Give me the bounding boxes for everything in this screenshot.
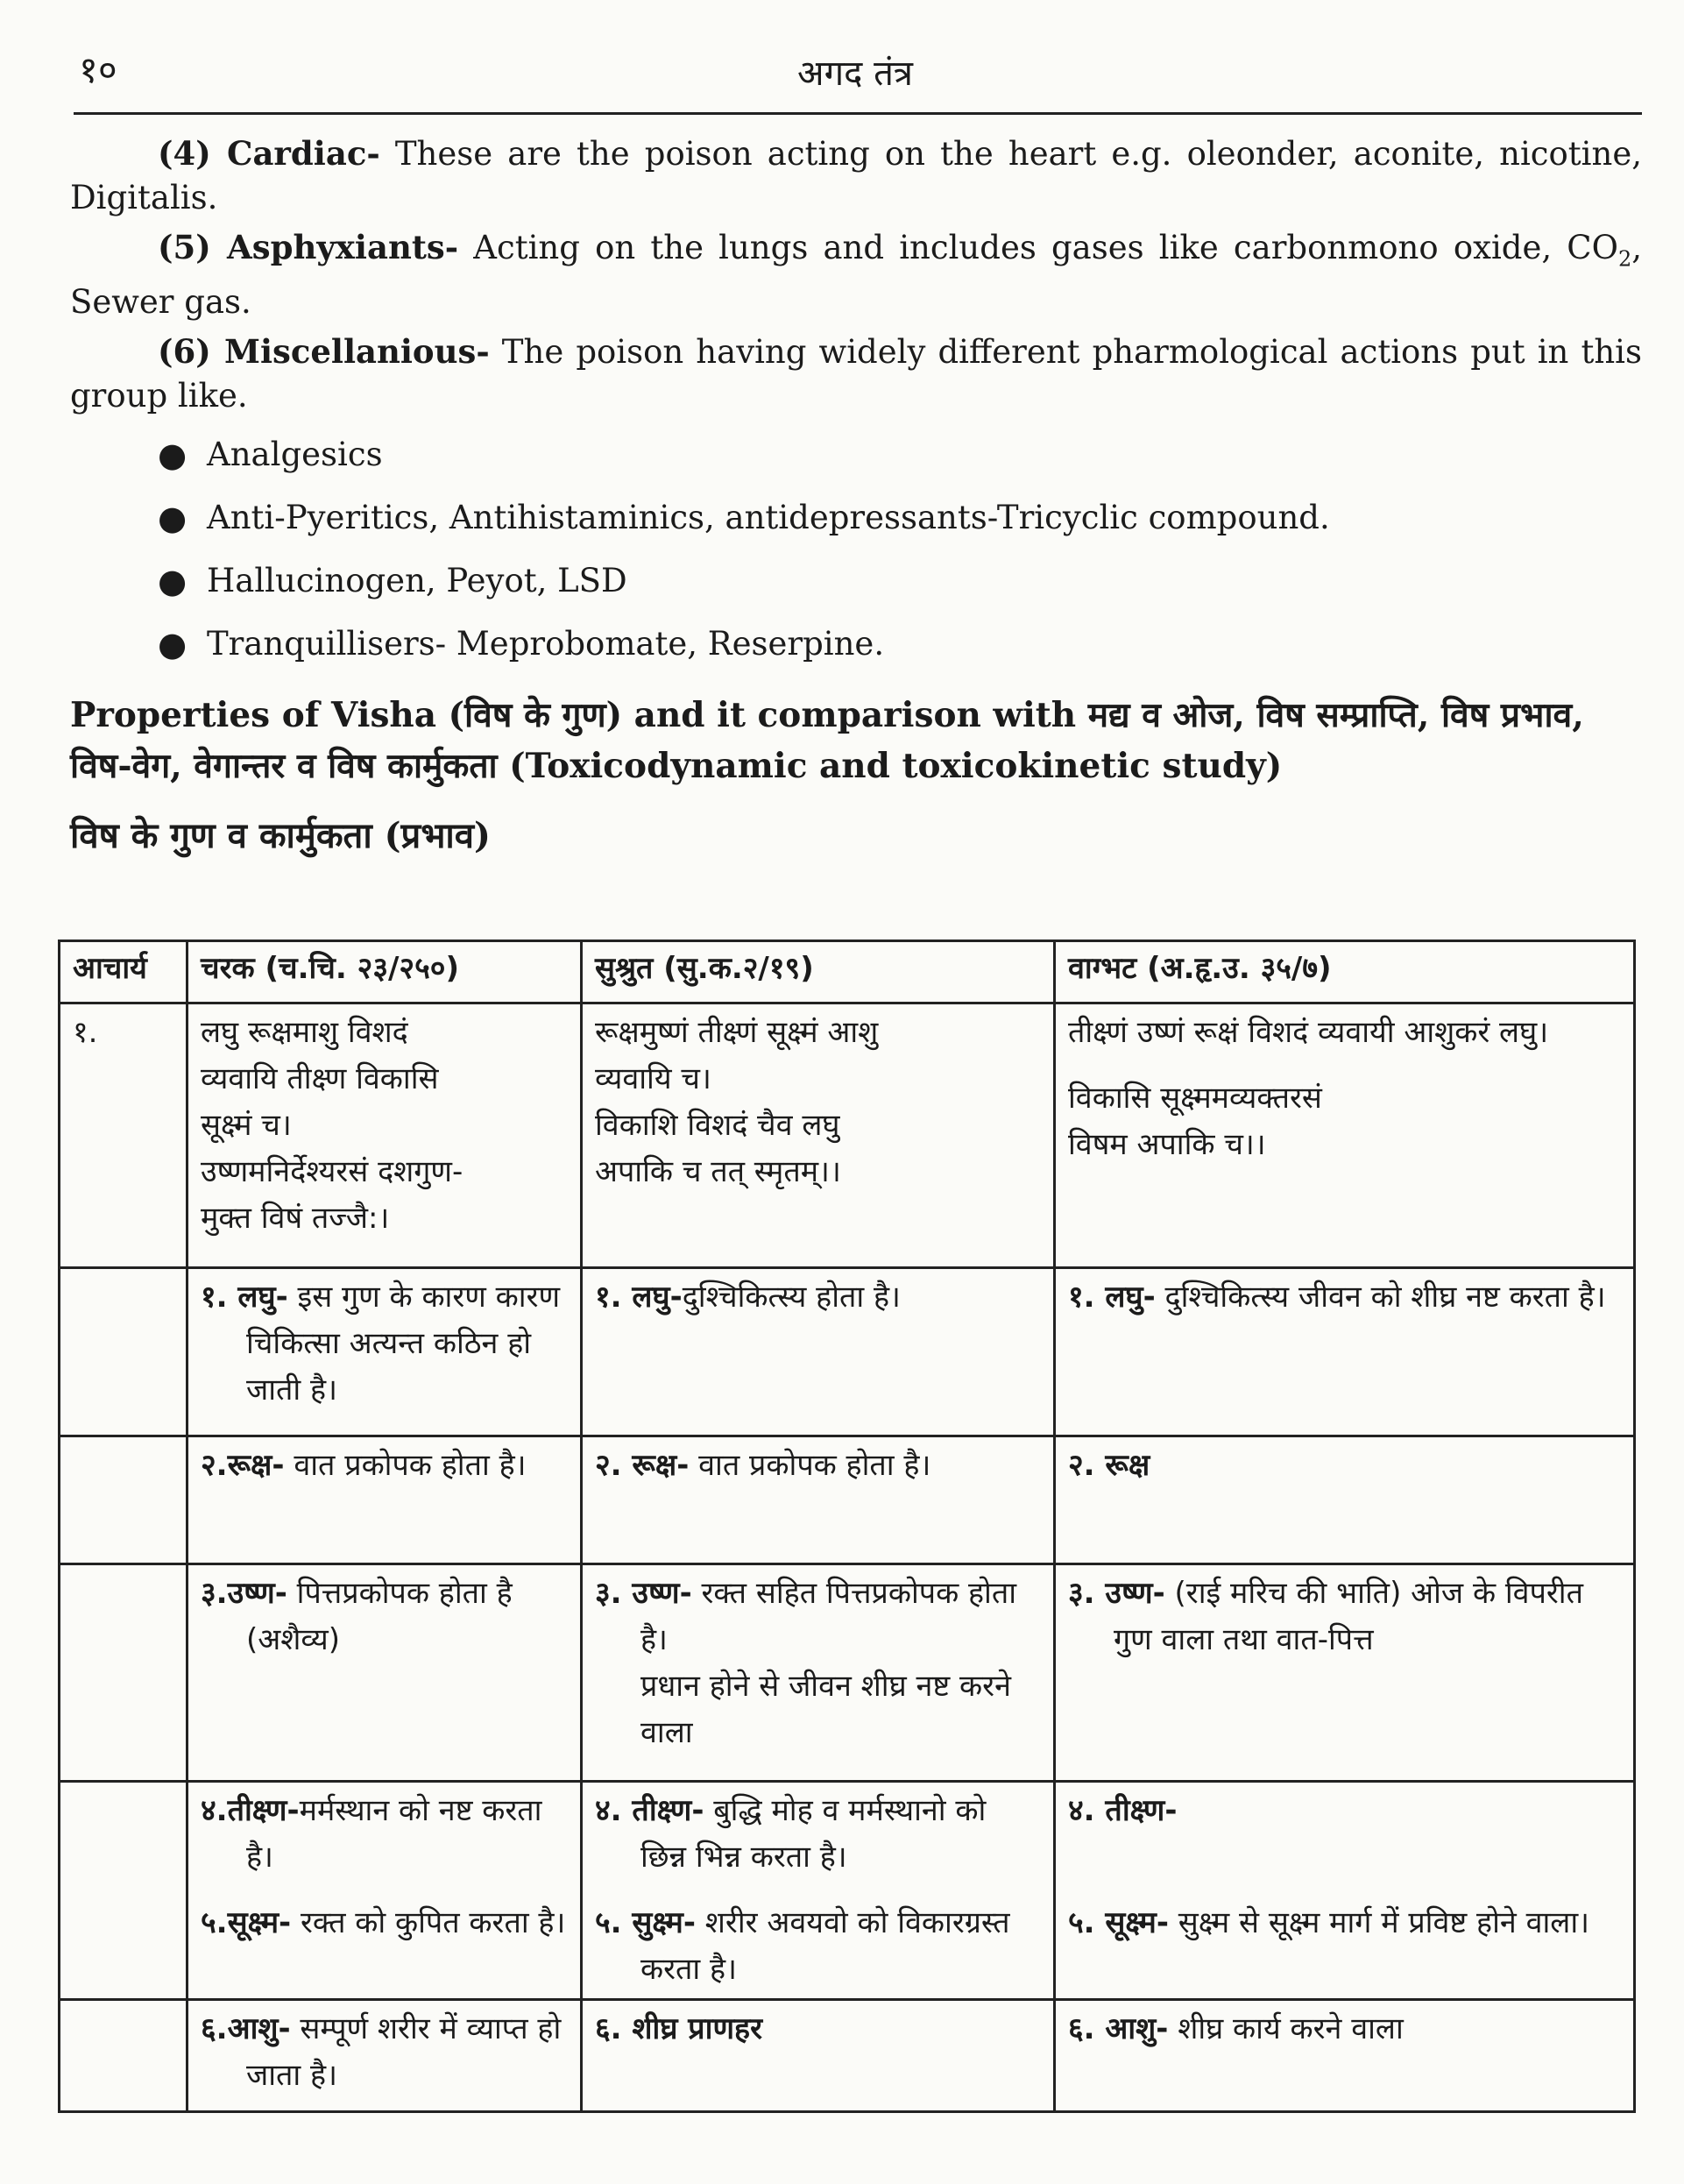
page-number: १० <box>79 48 117 91</box>
verse-line: सूक्ष्मं च। <box>201 1108 292 1143</box>
property-label: २. रूक्ष- <box>595 1448 690 1483</box>
list-item <box>158 550 1642 613</box>
text-miscellanious: The poison having widely different pharmological actions put in this group like. <box>70 333 1642 415</box>
property-label: ३.उष्ण- <box>201 1576 287 1611</box>
table-row <box>60 1564 1635 1782</box>
property-label: ६. शीघ्र प्राणहर <box>595 2011 762 2046</box>
empty-cell <box>60 1436 188 1564</box>
body-text <box>70 131 1642 858</box>
property-text: वात प्रकोपक होता है। <box>284 1448 527 1483</box>
cell-vagbhat-ushna <box>1055 1564 1635 1782</box>
cell-sushrut-ashu <box>582 2000 1055 2112</box>
empty-cell <box>60 2000 188 2112</box>
cell-charak-ashu <box>188 2000 582 2112</box>
cell-vagbhat-ashu <box>1055 2000 1635 2112</box>
bullet-list <box>70 423 1642 676</box>
property-label: ४. तीक्ष्ण- <box>595 1793 704 1828</box>
property-label: २.रूक्ष- <box>201 1448 285 1483</box>
property-text: रक्त को कुपित करता है। <box>291 1905 566 1940</box>
label-cardiac: (4) Cardiac- <box>158 134 380 173</box>
cell-charak-tikshna-sukshma <box>188 1782 582 2000</box>
property-text: वात प्रकोपक होता है। <box>689 1448 931 1483</box>
empty-cell <box>60 1782 188 2000</box>
verse-line: मुक्त विषं तज्जै:। <box>201 1201 390 1236</box>
verse-line: विकासि सूक्ष्ममव्यक्तरसं <box>1068 1081 1322 1116</box>
cell-charak-ushna <box>188 1564 582 1782</box>
property-text: प्रधान होने से जीवन शीघ्र नष्ट करने वाला <box>640 1669 1011 1750</box>
cell-sushrut-verse <box>582 1003 1055 1268</box>
text-asphyxiants-a: Acting on the lungs and includes gases like carbonmono oxide, CO <box>458 229 1618 266</box>
paragraph-miscellanious <box>70 330 1642 418</box>
bullet-icon: ● <box>158 625 188 664</box>
bullet-text: Hallucinogen, Peyot, LSD <box>207 562 627 600</box>
paragraph-asphyxiants <box>70 225 1642 324</box>
list-item <box>158 423 1642 486</box>
text-asphyxiants-b: , Sewer gas. <box>70 229 1642 322</box>
verse-line: रूक्षमुष्णं तीक्ष्णं सूक्ष्मं आशु <box>595 1015 879 1050</box>
header-acharya: आचार्य <box>60 941 188 1003</box>
property-label: ५. सूक्ष्म- <box>1068 1905 1169 1940</box>
property-label: ६.आशु- <box>201 2011 291 2046</box>
property-text: मर्मस्थान को नष्ट करता है। <box>246 1793 542 1875</box>
list-item <box>158 613 1642 676</box>
verse-line: व्यवायि च। <box>595 1061 711 1096</box>
cell-vagbhat-verse <box>1055 1003 1635 1268</box>
property-text: सम्पूर्ण शरीर में व्याप्त हो जाता है। <box>246 2011 562 2093</box>
bullet-text: Anti-Pyeritics, Antihistaminics, antidepressants-Tricyclic compound. <box>207 499 1330 537</box>
properties-table <box>58 940 1636 2113</box>
text-cardiac: These are the poison acting on the heart e.g. oleonder, aconite, nicotine, Digitalis. <box>70 135 1642 216</box>
verse-line: लघु रूक्षमाशु विशदं <box>201 1015 408 1050</box>
verse-line: अपाकि च तत् स्मृतम्।। <box>595 1154 841 1189</box>
cell-vagbhat-ruksha <box>1055 1436 1635 1564</box>
header-rule <box>74 112 1642 115</box>
cell-charak-verse <box>188 1003 582 1268</box>
verse-line: विकाशि विशदं चैव लघु <box>595 1108 840 1143</box>
property-text: पित्तप्रकोपक होता है (अशैव्य) <box>246 1576 513 1657</box>
paragraph-cardiac <box>70 131 1642 220</box>
verse-line: तीक्ष्णं उष्णं रूक्षं विशदं व्यवायी आशुकरं लघु। <box>1068 1015 1549 1050</box>
running-title: अगद तंत्र <box>797 53 913 94</box>
property-text: बुद्धि मोह व मर्मस्थानो को छिन्न भिन्न करता है। <box>640 1793 987 1875</box>
cell-sushrut-ushna <box>582 1564 1055 1782</box>
cell-vagbhat-tikshna-sukshma <box>1055 1782 1635 2000</box>
property-text: (राई मरिच की भाति) ओज के विपरीत गुण वाला तथा वात-पित्त <box>1114 1576 1583 1657</box>
table-heading: विष के गुण व कार्मुकता (प्रभाव) <box>70 815 491 857</box>
property-text: दुश्चिकित्स्य जीवन को शीघ्र नष्ट करता है। <box>1155 1280 1606 1315</box>
table-row <box>60 2000 1635 2112</box>
list-item <box>158 486 1642 550</box>
verse-line: उष्णमनिर्देश्यरसं दशगुण- <box>201 1154 463 1189</box>
label-asphyxiants: (5) Asphyxiants- <box>158 228 459 266</box>
cell-sushrut-ruksha <box>582 1436 1055 1564</box>
table-row <box>60 1782 1635 2000</box>
bullet-icon: ● <box>158 499 188 538</box>
cell-sushrut-tikshna-sukshma <box>582 1782 1055 2000</box>
property-text: दुश्चिकित्स्य होता है। <box>682 1280 901 1315</box>
bullet-icon: ● <box>158 562 188 601</box>
property-label: ३. उष्ण- <box>1068 1576 1165 1611</box>
property-text: शरीर अवयवो को विकारग्रस्त करता है। <box>640 1905 1010 1987</box>
table-header-row <box>60 941 1635 1003</box>
table-row <box>60 1268 1635 1436</box>
label-miscellanious: (6) Miscellanious- <box>158 332 490 372</box>
table-row <box>60 1436 1635 1564</box>
property-text: सुक्ष्म से सूक्ष्म मार्ग में प्रविष्ट होने वाला। <box>1169 1905 1590 1940</box>
property-label: १. लघु- <box>201 1280 288 1315</box>
property-label: ४. तीक्ष्ण- <box>1068 1793 1178 1828</box>
bullet-text: Analgesics <box>207 436 383 474</box>
row-number: १. <box>60 1003 188 1268</box>
empty-cell <box>60 1268 188 1436</box>
cell-charak-laghu <box>188 1268 582 1436</box>
property-text: इस गुण के कारण कारण चिकित्सा अत्यन्त कठिन हो जाती है। <box>246 1280 561 1408</box>
property-label: २. रूक्ष <box>1068 1448 1150 1483</box>
cell-vagbhat-laghu <box>1055 1268 1635 1436</box>
subscript-2: 2 <box>1617 246 1632 272</box>
cell-charak-ruksha <box>188 1436 582 1564</box>
bullet-icon: ● <box>158 436 188 475</box>
page-header <box>70 35 1640 105</box>
property-text: शीघ्र कार्य करने वाला <box>1168 2011 1404 2046</box>
header-charak: चरक (च.चि. २३/२५०) <box>188 941 582 1003</box>
verse-line: व्यवायि तीक्ष्ण विकासि <box>201 1061 439 1096</box>
verse-line: विषम अपाकि च।। <box>1068 1127 1266 1162</box>
property-label: ४.तीक्ष्ण- <box>201 1793 300 1828</box>
section-heading: Properties of Visha (विष के गुण) and it comparison with मद्य व ओज, विष सम्प्राप्ति, विष प्रभाव, विष-वेग, वेगान्तर व विष कार्मुकता (Toxicodynamic and toxicokinetic study) <box>70 695 1584 787</box>
property-label: १. लघु- <box>595 1280 683 1315</box>
cell-sushrut-laghu <box>582 1268 1055 1436</box>
property-label: १. लघु- <box>1068 1280 1156 1315</box>
bullet-text: Tranquillisers- Meprobomate, Reserpine. <box>207 625 885 663</box>
property-label: ६. आशु- <box>1068 2011 1169 2046</box>
header-vagbhat: वाग्भट (अ.हृ.उ. ३५/७) <box>1055 941 1635 1003</box>
table-row <box>60 1003 1635 1268</box>
property-label: ५. सुक्ष्म- <box>595 1905 696 1940</box>
empty-cell <box>60 1564 188 1782</box>
property-label: ३. उष्ण- <box>595 1576 692 1611</box>
property-label: ५.सूक्ष्म- <box>201 1905 292 1940</box>
property-text: रक्त सहित पित्तप्रकोपक होता है। <box>640 1576 1017 1657</box>
header-sushrut: सुश्रुत (सु.क.२/१९) <box>582 941 1055 1003</box>
